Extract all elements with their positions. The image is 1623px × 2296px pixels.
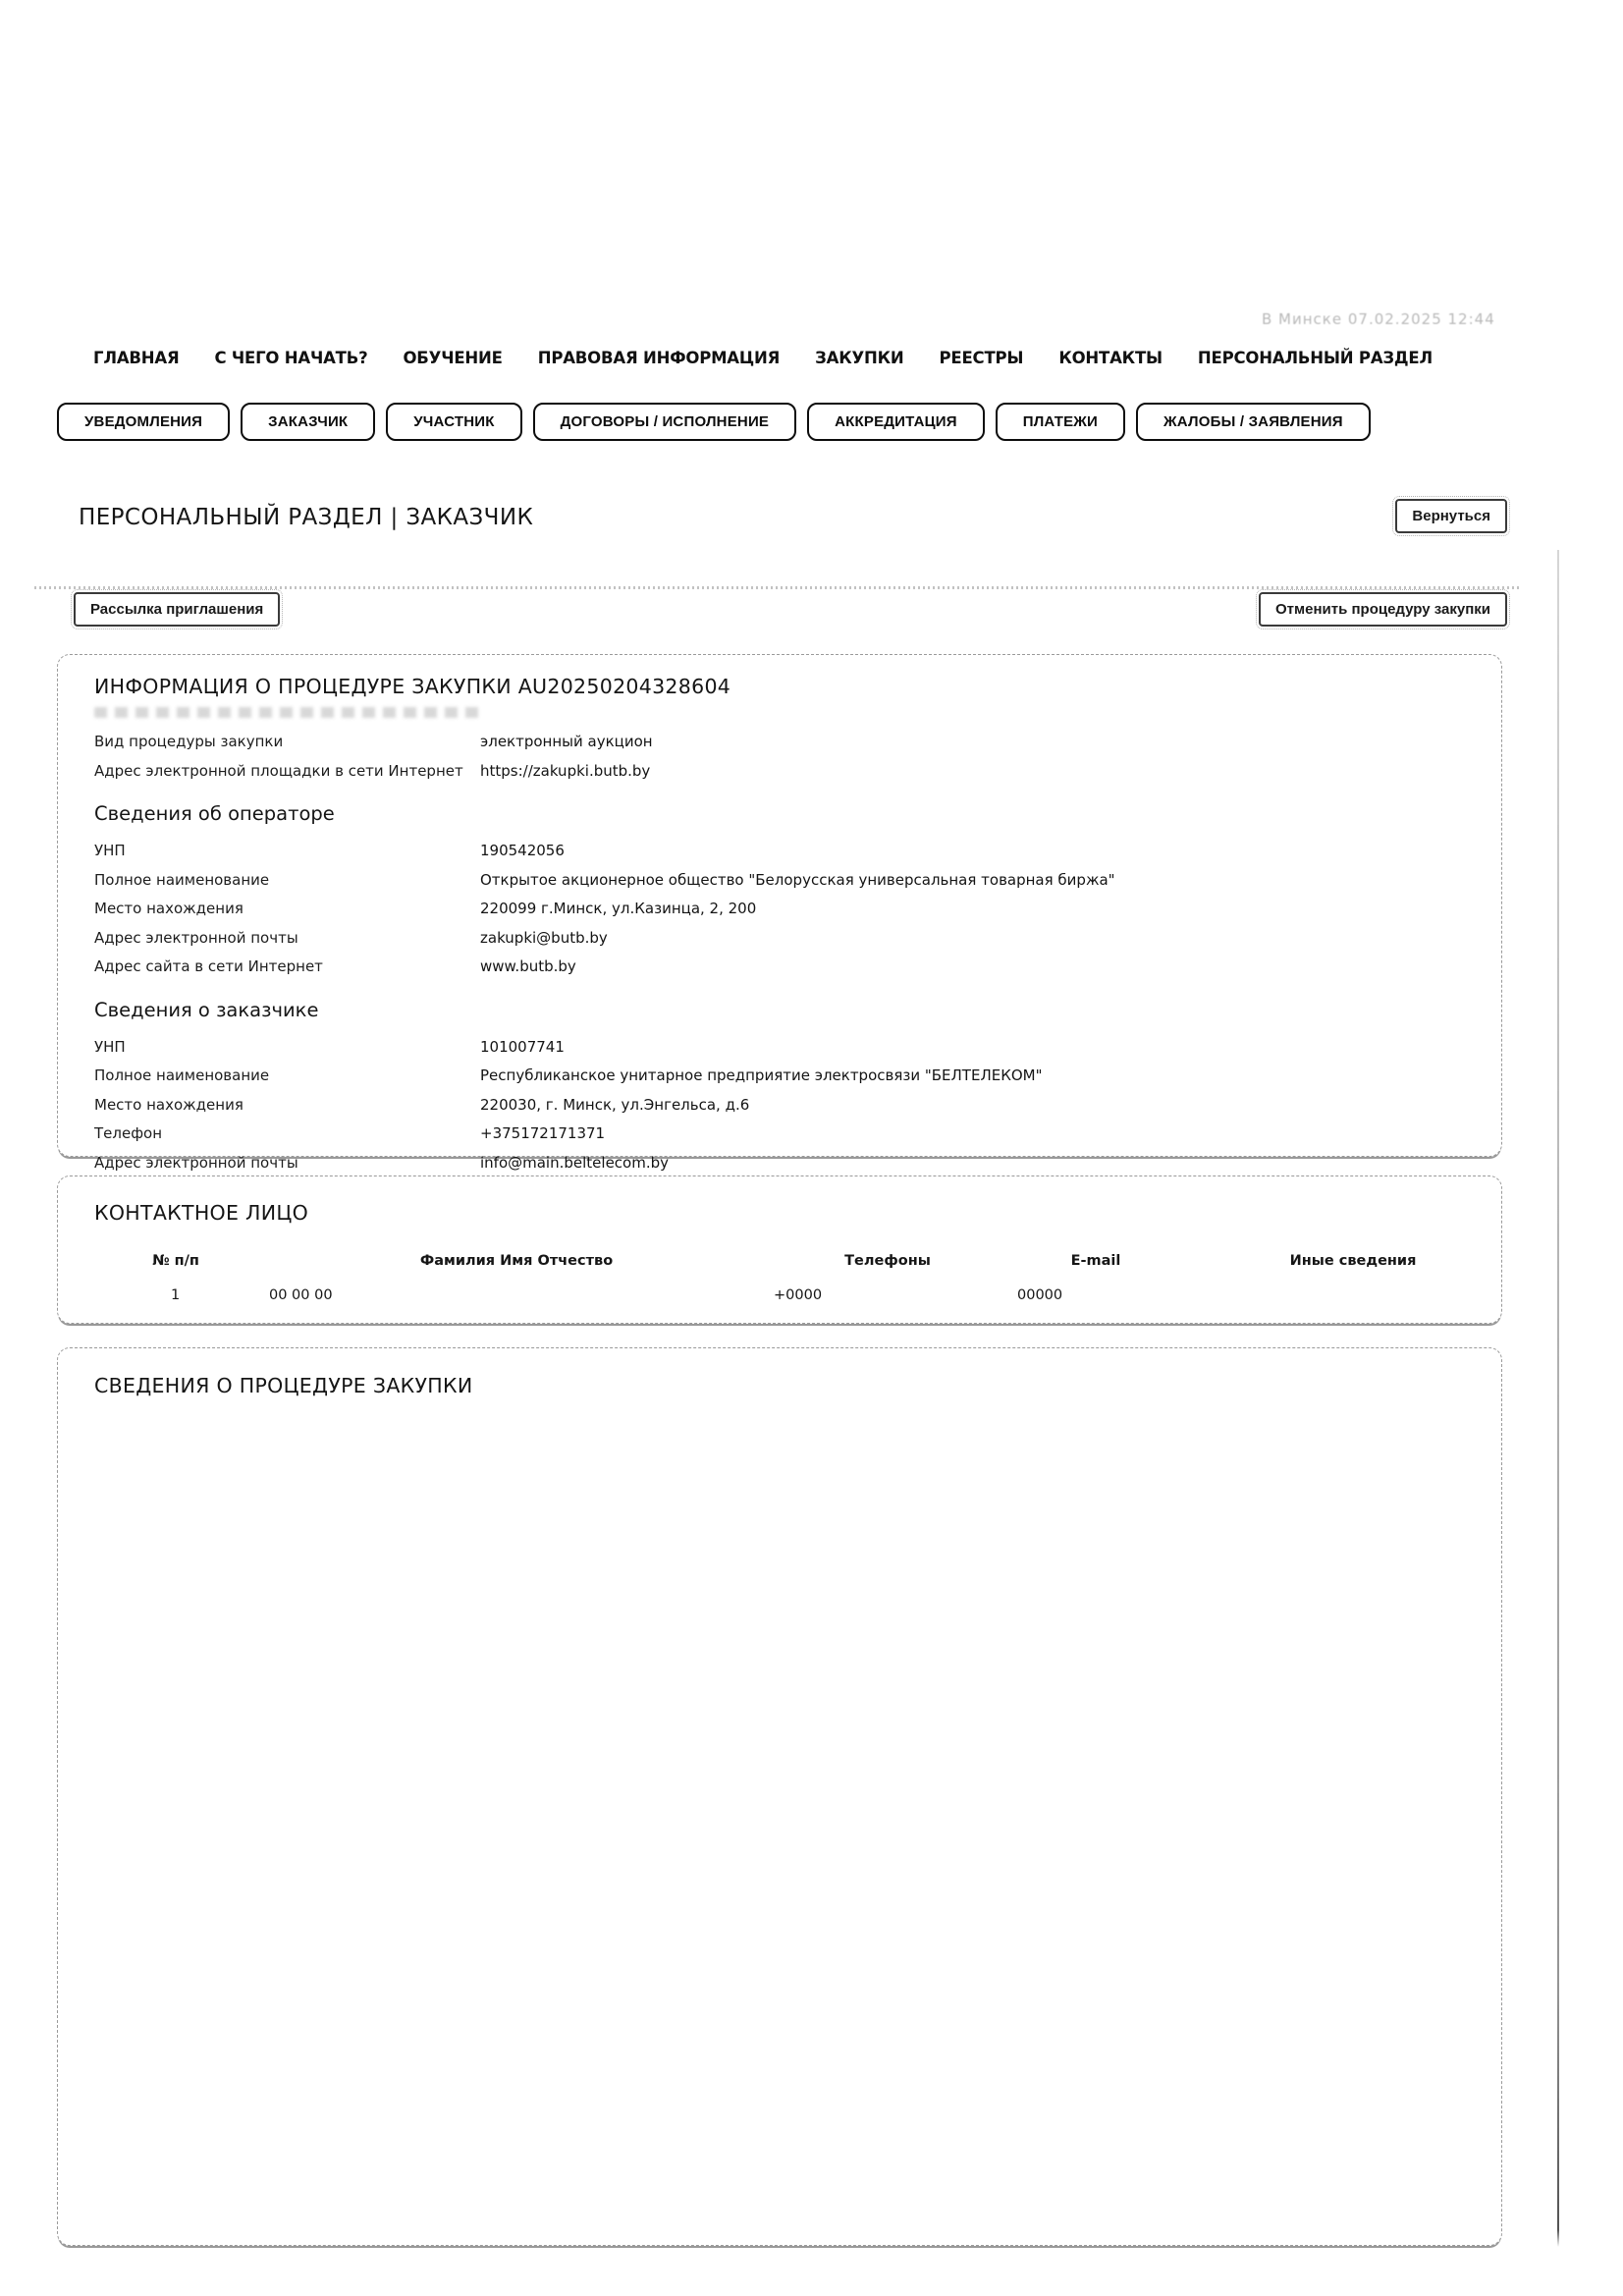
field-label: Место нахождения <box>94 900 243 917</box>
operator-section-title: Сведения об операторе <box>94 802 335 825</box>
tab-payments[interactable]: ПЛАТЕЖИ <box>996 403 1125 441</box>
column-header-phones: Телефоны <box>844 1253 931 1269</box>
column-header-email: E-mail <box>1070 1253 1121 1269</box>
procedure-info-title: ИНФОРМАЦИЯ О ПРОЦЕДУРЕ ЗАКУПКИ AU20250204328604 <box>94 675 731 698</box>
field-value: Открытое акционерное общество "Белорусская универсальная товарная биржа" <box>480 870 1115 889</box>
tab-contracts-execution[interactable]: ДОГОВОРЫ / ИСПОЛНЕНИЕ <box>533 403 797 441</box>
field-label: Место нахождения <box>94 1095 243 1114</box>
field-value: 101007741 <box>480 1037 565 1056</box>
field-row-operator-unp <box>94 837 1472 866</box>
field-label: Вид процедуры закупки <box>94 733 284 750</box>
cell-name: 00 00 00 <box>269 1287 333 1303</box>
nav-item-personal-section[interactable]: ПЕРСОНАЛЬНЫЙ РАЗДЕЛ <box>1197 349 1433 367</box>
page-title: ПЕРСОНАЛЬНЫЙ РАЗДЕЛ | ЗАКАЗЧИК <box>79 505 534 530</box>
field-row-customer-name <box>94 1062 1472 1091</box>
operator-section <box>94 837 1472 982</box>
field-value: www.butb.by <box>480 957 576 975</box>
tab-notifications[interactable]: УВЕДОМЛЕНИЯ <box>57 403 230 441</box>
cell-phones: +0000 <box>774 1287 823 1303</box>
field-label: УНП <box>94 1037 126 1056</box>
field-row-operator-name <box>94 866 1472 896</box>
tab-row <box>57 403 1496 441</box>
column-header-name: Фамилия Имя Отчество <box>419 1253 614 1269</box>
field-row-operator-address <box>94 895 1472 924</box>
tab-customer[interactable]: ЗАКАЗЧИК <box>241 403 375 441</box>
field-value: электронный аукцион <box>480 733 653 750</box>
field-row-procedure-type <box>94 728 1472 757</box>
contact-person-panel <box>57 1175 1502 1324</box>
scan-timestamp: В Минске 07.02.2025 12:44 <box>1262 310 1495 328</box>
field-value: info@main.beltelecom.by <box>480 1153 670 1172</box>
field-row-customer-email <box>94 1149 1472 1178</box>
field-row-operator-email <box>94 924 1472 954</box>
field-value: zakupki@butb.by <box>480 928 608 947</box>
field-value: Республиканское унитарное предприятие электросвязи "БЕЛТЕЛЕКОМ" <box>480 1066 1043 1084</box>
tab-complaints[interactable]: ЖАЛОБЫ / ЗАЯВЛЕНИЯ <box>1136 403 1371 441</box>
field-label: Адрес электронной площадки в сети Интернет <box>94 761 463 780</box>
nav-item-contacts[interactable]: КОНТАКТЫ <box>1058 349 1163 367</box>
field-value: 190542056 <box>480 842 565 859</box>
field-row-customer-phone <box>94 1120 1472 1149</box>
field-value: https://zakupki.butb.by <box>480 761 651 780</box>
field-row-customer-address <box>94 1091 1472 1121</box>
column-header-num: № п/п <box>152 1253 199 1269</box>
nav-item-registers[interactable]: РЕЕСТРЫ <box>939 349 1024 367</box>
field-label: Адрес электронной почты <box>94 1153 298 1172</box>
procedure-details-title: СВЕДЕНИЯ О ПРОЦЕДУРЕ ЗАКУПКИ <box>94 1374 473 1397</box>
field-label: Адрес электронной почты <box>94 928 298 947</box>
scan-artifact-vline <box>1557 550 1559 2247</box>
nav-item-training[interactable]: ОБУЧЕНИЕ <box>403 349 503 367</box>
column-header-other: Иные сведения <box>1289 1253 1417 1269</box>
field-value: 220099 г.Минск, ул.Казинца, 2, 200 <box>480 900 757 917</box>
nav-item-purchases[interactable]: ЗАКУПКИ <box>815 349 904 367</box>
field-label: Адрес сайта в сети Интернет <box>94 957 323 975</box>
nav-item-home[interactable]: ГЛАВНАЯ <box>93 349 180 367</box>
field-label: Полное наименование <box>94 870 270 889</box>
tab-participant[interactable]: УЧАСТНИК <box>386 403 521 441</box>
procedure-info-panel <box>57 654 1502 1172</box>
field-row-customer-unp <box>94 1033 1472 1063</box>
field-value: 220030, г. Минск, ул.Энгельса, д.6 <box>480 1095 750 1114</box>
field-label: Полное наименование <box>94 1066 270 1084</box>
contact-person-title: КОНТАКТНОЕ ЛИЦО <box>94 1201 309 1225</box>
illegible-scan-text <box>94 707 479 718</box>
customer-section-title: Сведения о заказчике <box>94 998 319 1021</box>
invitation-mailing-button[interactable]: Рассылка приглашения <box>74 592 280 627</box>
nav-item-how-to-start[interactable]: С ЧЕГО НАЧАТЬ? <box>214 349 368 367</box>
scan-artifact-line <box>34 586 1519 589</box>
procedure-details-panel <box>57 1347 1502 2246</box>
field-value: +375172171371 <box>480 1124 606 1142</box>
nav-item-legal-info[interactable]: ПРАВОВАЯ ИНФОРМАЦИЯ <box>537 349 781 367</box>
field-label: Телефон <box>94 1124 163 1142</box>
field-label: УНП <box>94 842 126 859</box>
tab-accreditation[interactable]: АККРЕДИТАЦИЯ <box>807 403 985 441</box>
cell-email: 00000 <box>1017 1287 1063 1303</box>
cancel-procedure-button[interactable]: Отменить процедуру закупки <box>1259 592 1507 627</box>
back-button[interactable]: Вернуться <box>1395 499 1507 533</box>
field-row-operator-site <box>94 953 1472 982</box>
top-nav <box>93 349 1458 367</box>
cell-num: 1 <box>171 1287 181 1303</box>
field-row-platform-url <box>94 757 1472 787</box>
